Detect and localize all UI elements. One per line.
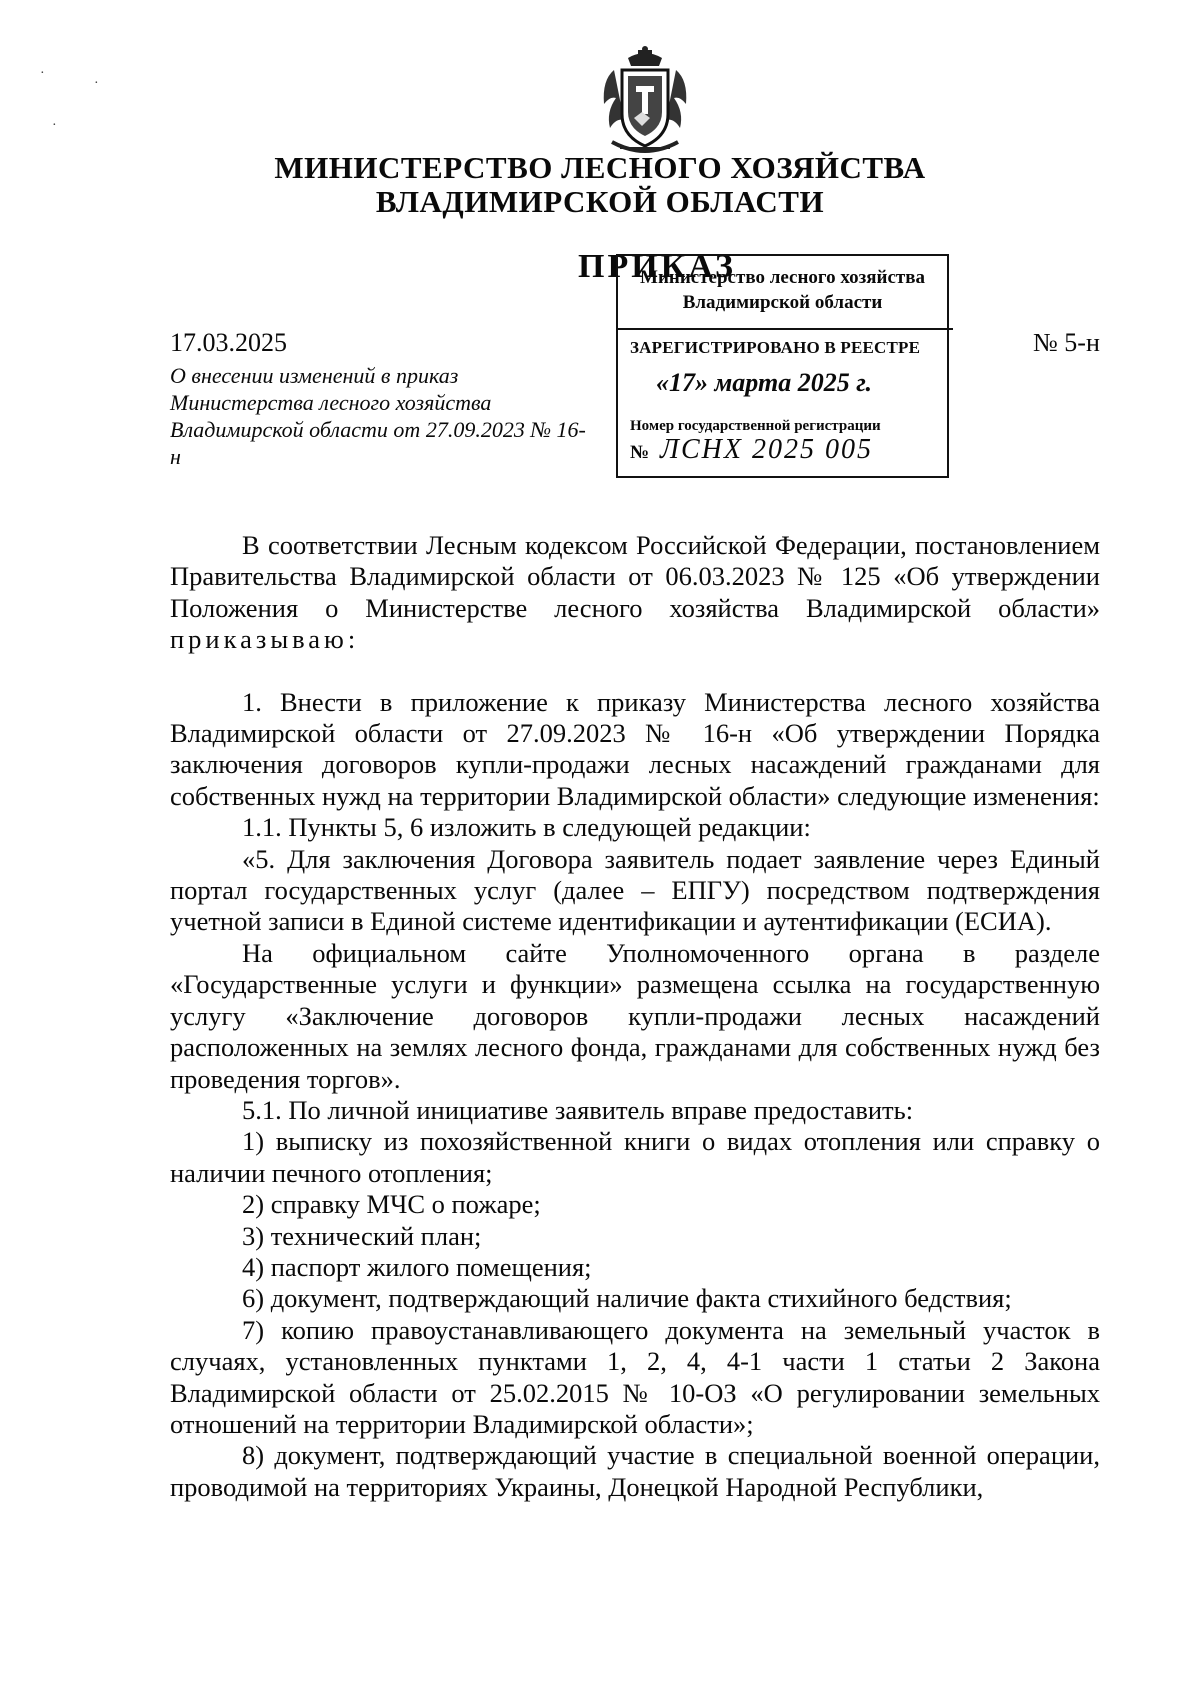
order-subject: О внесении изменений в приказ Министерства лесного хозяйства Владимирской области от 27.09.2023 № 16-н: [170, 363, 586, 469]
stamp-divider: [616, 328, 953, 330]
paragraph-1-1: 1.1. Пункты 5, 6 изложить в следующей редакции:: [242, 812, 811, 843]
order-date: 17.03.2025: [170, 328, 287, 357]
scan-speck: ·: [40, 66, 45, 81]
list-item: 2) справку МЧС о пожаре;: [242, 1189, 541, 1220]
order-number: № 5-н: [1033, 328, 1100, 357]
list-item: 7) копию правоустанавливающего документа на земельный участок в случаях, установленных пунктами 1, 2, 4, 4-1 части 1 статьи 2 Закона Владимирской области от 25.02.2015 № 10-ОЗ «О регулировании земельных отношений на территории Владимирской области»;: [170, 1314, 1100, 1439]
stamp-org-line1: Министерство лесного хозяйства: [640, 267, 925, 288]
stamp-reg-number: ЛСНХ 2025 005: [660, 434, 873, 465]
list-item: 6) документ, подтверждающий наличие факта стихийного бедствия;: [242, 1283, 1012, 1314]
scan-speck: ·: [52, 118, 57, 133]
paragraph-5-site: На официальном сайте Уполномоченного органа в разделе «Государственные услуги и функции» размещена ссылка на государственную услугу «Заключение договоров купли-продажи лесных насаждений расположенных на землях лесного фонда, гражданами для собственных нужд без проведения торгов».: [170, 937, 1100, 1094]
list-item: 8) документ, подтверждающий участие в специальной военной операции, проводимой на территориях Украины, Донецкой Народной Республики,: [170, 1440, 1100, 1502]
stamp-registered-label: ЗАРЕГИСТРИРОВАНО В РЕЕСТРЕ: [630, 338, 921, 357]
list-item: 1) выписку из похозяйственной книги о видах отопления или справку о наличии печного отопления;: [170, 1126, 1100, 1188]
preamble-paragraph: [170, 530, 1100, 656]
list-item: 3) технический план;: [242, 1220, 482, 1251]
registration-stamp: [616, 254, 949, 478]
list-item: 4) паспорт жилого помещения;: [242, 1251, 592, 1282]
document-type-title: ПРИКАЗ: [578, 248, 736, 285]
ministry-name-line2: ВЛАДИМИРСКОЙ ОБЛАСТИ: [375, 184, 825, 219]
scan-speck: ·: [94, 76, 99, 91]
paragraph-5-1: 5.1. По личной инициативе заявитель вправе предоставить:: [242, 1094, 914, 1125]
stamp-org-line2: Владимирской области: [682, 292, 883, 313]
stamp-registered-date: «17» марта 2025 г.: [656, 368, 872, 397]
coat-of-arms-icon: [600, 46, 690, 158]
preamble-verb: приказываю:: [170, 624, 360, 655]
stamp-reg-number-prefix: №: [630, 442, 650, 463]
ministry-name-line1: МИНИСТЕРСТВО ЛЕСНОГО ХОЗЯЙСТВА: [274, 150, 926, 185]
paragraph-5: «5. Для заключения Договора заявитель подает заявление через Единый портал государственных услуг (далее – ЕПГУ) посредством подтверждения учетной записи в Единой системе идентификации и аутентификации (ЕСИА).: [170, 843, 1100, 937]
preamble-text: В соответствии Лесным кодексом Российской Федерации, постановлением Правительства Владимирской области от 06.03.2023 № 125 «Об утверждении Положения о Министерстве лесного хозяйства Владимирской области»: [170, 530, 1100, 623]
stamp-reg-number-label: Номер государственной регистрации: [630, 418, 881, 434]
paragraph-1: 1. Внести в приложение к приказу Министерства лесного хозяйства Владимирской области от 27.09.2023 № 16-н «Об утверждении Порядка заключения договоров купли-продажи лесных насаждений гражданами для собственных нужд на территории Владимирской области» следующие изменения:: [170, 686, 1100, 811]
order-body: [170, 530, 1100, 1503]
